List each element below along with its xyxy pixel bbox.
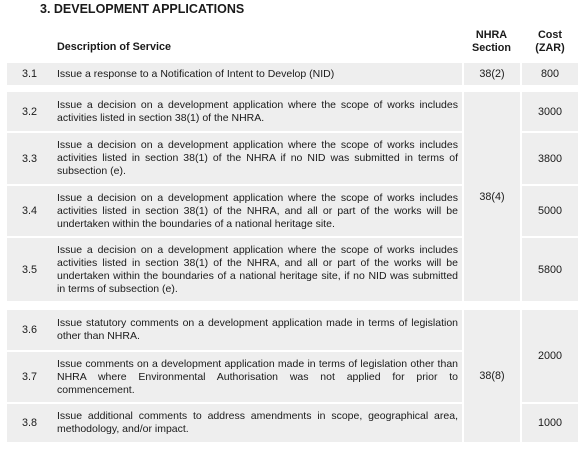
- cost-cell: 5800: [522, 238, 578, 301]
- description-text: Issue a decision on a development application where the scope of works includes activities listed in section 38(1) of the NHRA.: [57, 98, 458, 124]
- description-text: Issue a decision on a development application where the scope of works includes activities listed in section 38(1) of the NHRA, and all or part of the works will be undertaken within the boundaries of a national heritage site, if no NID was submitted in terms of subsection (e).: [57, 243, 458, 295]
- service-description: [51, 404, 462, 442]
- cost-cell: 3000: [522, 92, 578, 131]
- cost-header-line2: (ZAR): [535, 42, 565, 54]
- service-description: [51, 63, 462, 85]
- description-text: Issue a decision on a development application where the scope of works includes activities listed in section 38(1) of the NHRA if no NID was submitted in terms of subsection (e).: [57, 139, 458, 177]
- description-text: Issue additional comments to address amendments in scope, geographical area, methodology, and/or impact.: [57, 410, 458, 435]
- nhra-section-merged-cell: 38(8): [464, 310, 520, 442]
- service-description: [51, 310, 462, 350]
- row-number: 3.6: [7, 310, 52, 350]
- description-text: Issue comments on a development application made in terms of legislation other than NHRA where Environmental Authorisation was not applied for prior to commencement.: [57, 357, 458, 396]
- nhra-section-cell: 38(2): [464, 63, 520, 85]
- nhra-section-header: [464, 29, 519, 55]
- description-text: Issue a response to a Notification of Intent to Develop (NID): [57, 67, 335, 80]
- service-description: [51, 92, 462, 131]
- nhra-section-merged-cell: 38(4): [464, 92, 520, 301]
- cost-cell: 800: [522, 63, 578, 85]
- cost-header-line1: Cost: [538, 29, 562, 41]
- cost-cell: 5000: [522, 186, 578, 236]
- section-title: 3. DEVELOPMENT APPLICATIONS: [40, 2, 245, 16]
- nhra-header-line2: Section: [472, 42, 511, 54]
- row-number: 3.8: [7, 404, 52, 442]
- cost-cell: 3800: [522, 133, 578, 184]
- service-description: [51, 352, 462, 402]
- nhra-header-line1: NHRA: [475, 29, 508, 41]
- row-number: 3.5: [7, 238, 52, 301]
- row-number: 3.2: [7, 92, 52, 131]
- row-number: 3.4: [7, 186, 52, 236]
- service-description: [51, 186, 462, 236]
- cost-merged-cell: 2000: [522, 310, 578, 402]
- service-description: [51, 238, 462, 301]
- cost-header: [522, 29, 578, 55]
- row-number: 3.7: [7, 352, 52, 402]
- description-header: Description of Service: [57, 41, 172, 53]
- service-description: [51, 133, 462, 184]
- row-number: 3.1: [7, 63, 52, 85]
- cost-cell: 1000: [522, 404, 578, 442]
- description-text: Issue statutory comments on a development application made in terms of legislation other than NHRA.: [57, 317, 458, 342]
- description-text: Issue a decision on a development application where the scope of works includes activities listed in section 38(1) of the NHRA, and all or part of the works will be undertaken within the boundaries of a national heritage site.: [57, 191, 458, 230]
- row-number: 3.3: [7, 133, 52, 184]
